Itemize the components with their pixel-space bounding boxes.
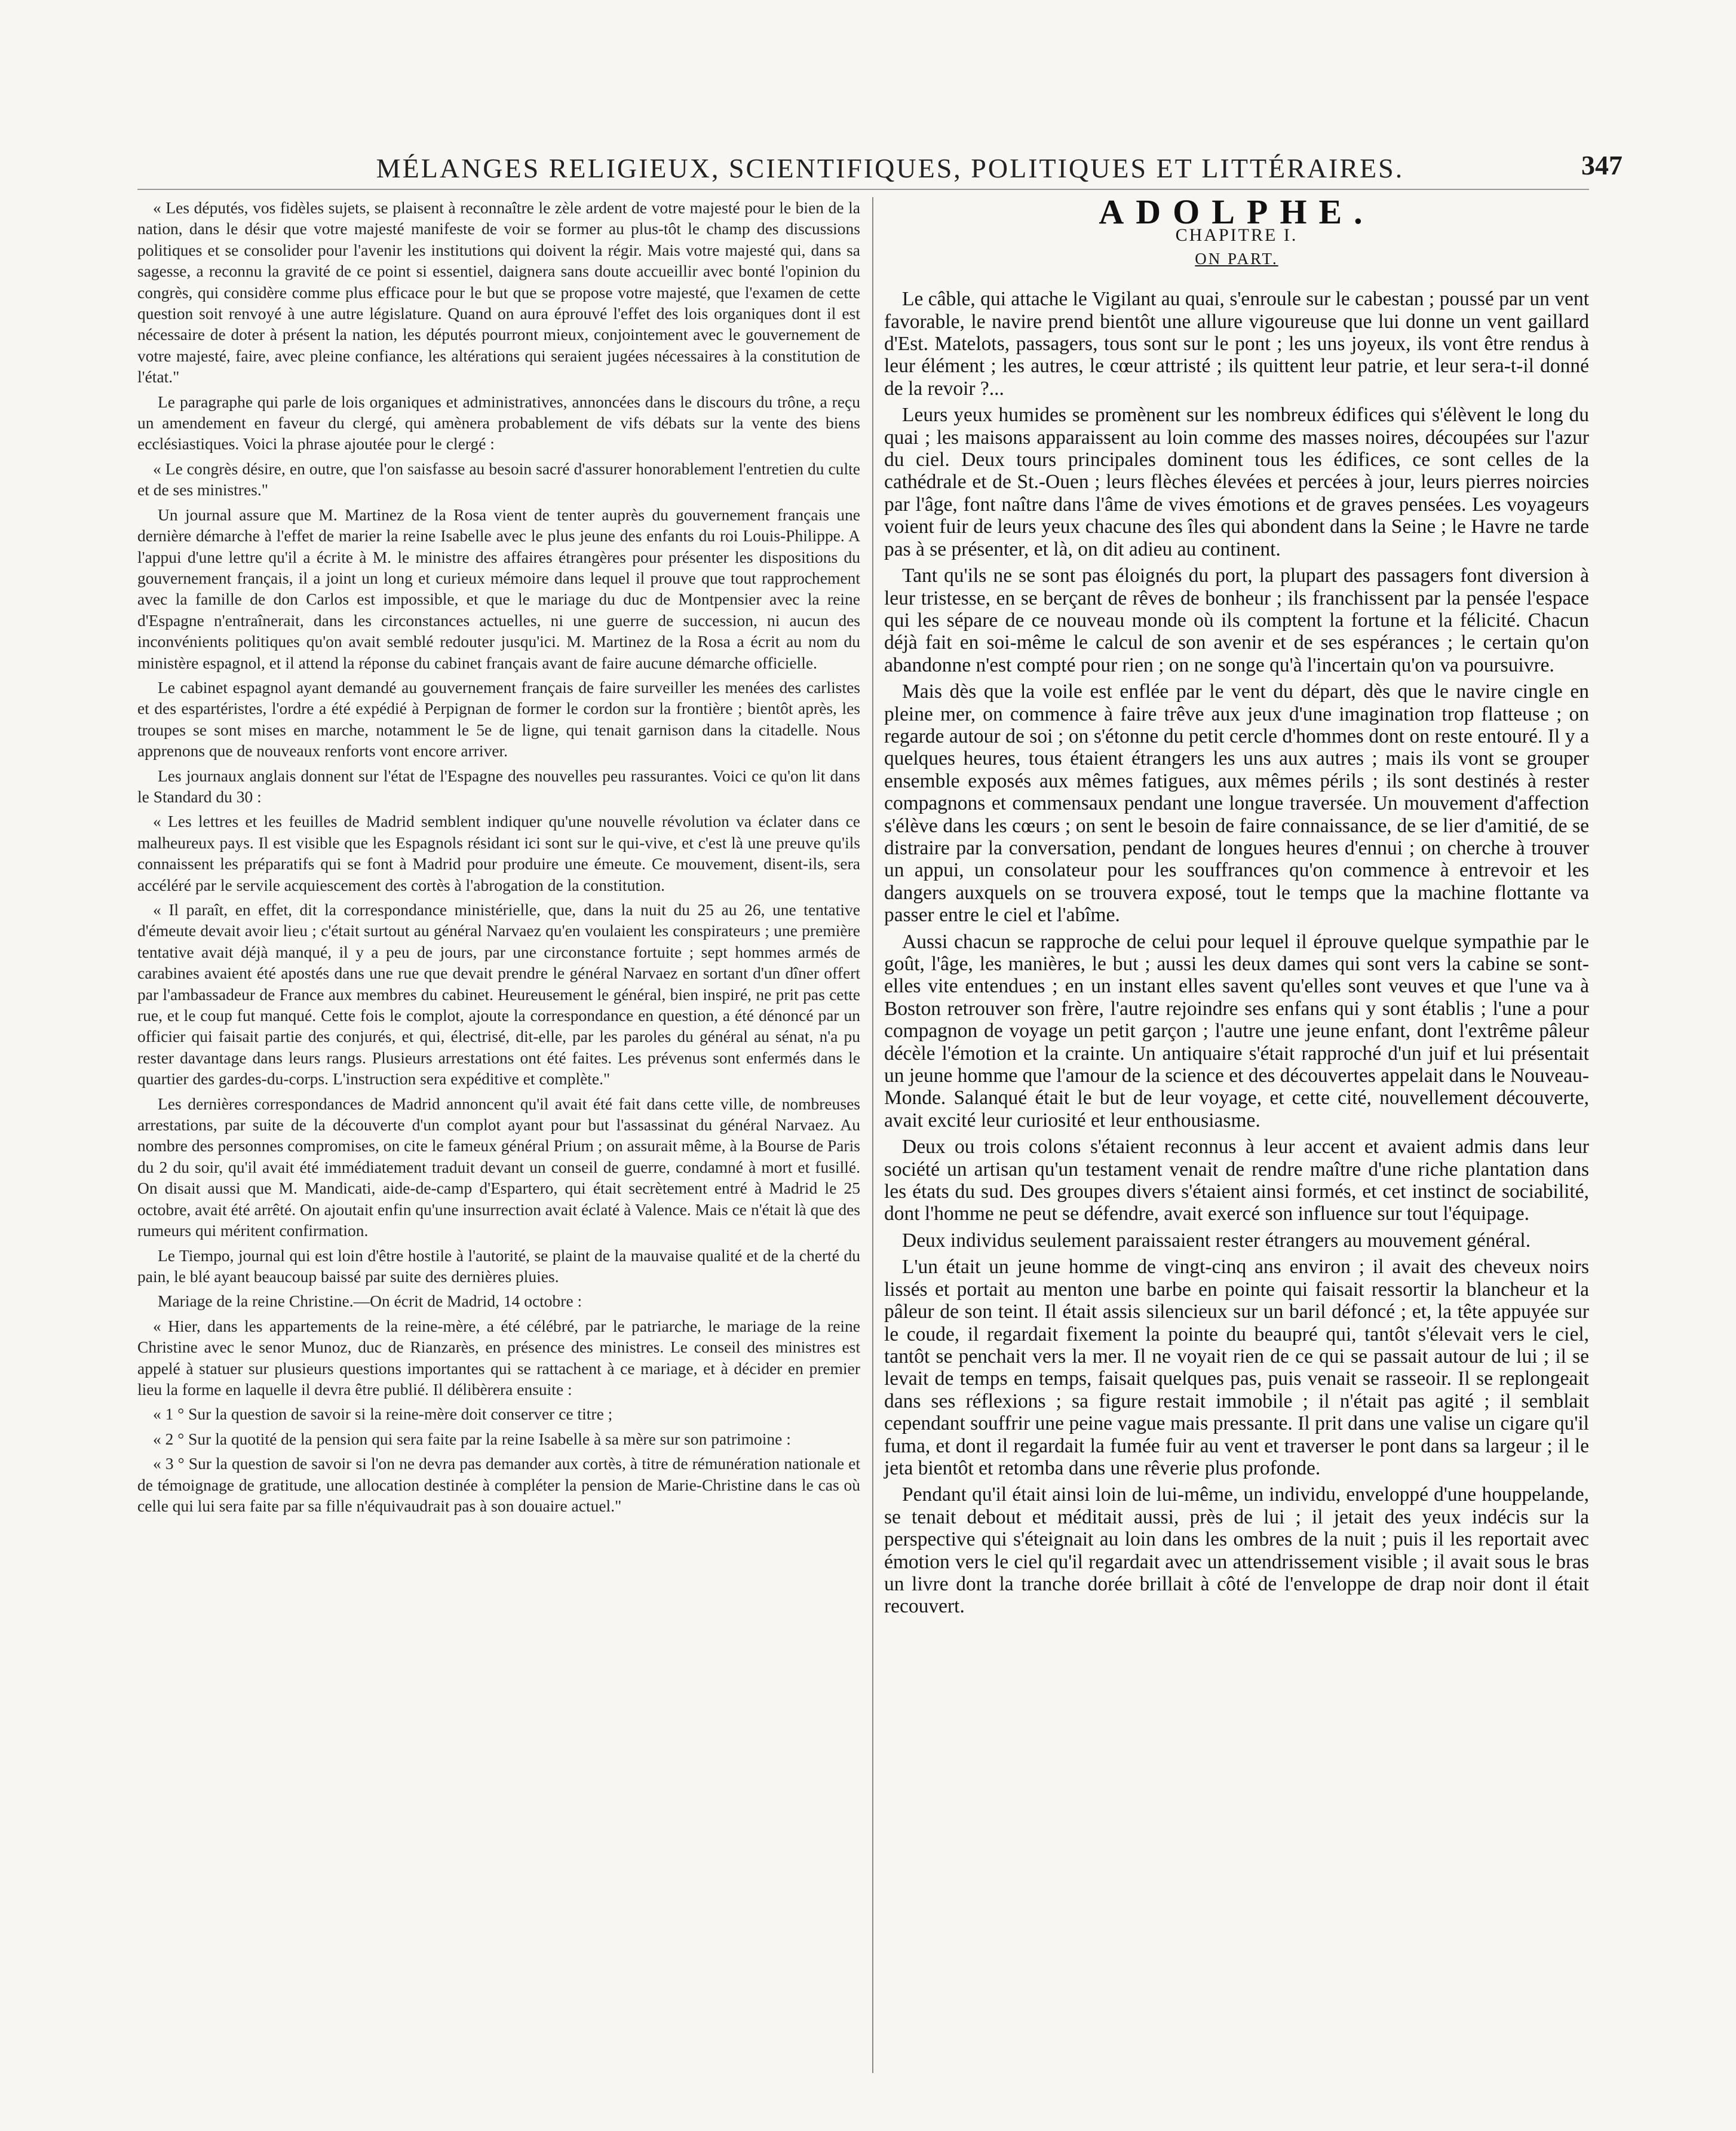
article-paragraph: Mariage de la reine Christine.—On écrit de Madrid, 14 octobre : <box>158 1292 582 1311</box>
chapter-title: ON PART. <box>1195 249 1278 268</box>
story-paragraph: Leurs yeux humides se promènent sur les nombreux édifices qui s'élèvent le long du quai ; les maisons apparaissent au loin comme des masses noires, découpées sur l'azur du ciel. Deux tours principales dominent tous les édifices, ce sont celles de la cathédrale et de St.-Ouen ; leurs flèches élevées et percées à jour, leurs pierres noircies par l'âge, font naître dans l'âme de vives émotions et de graves pensées. Les voyageurs voient fuir de leurs yeux chacune des îles qui abondent dans la Seine ; le Havre ne tarde pas à se présenter, et là, on dit adieu au continent. <box>884 404 1589 560</box>
article-paragraph: Les dernières correspondances de Madrid annoncent qu'il avait été fait dans cette ville, de nombreuses arrestations, par suite de la découverte d'un complot ayant pour but l'assassinat du général Narvaez. Au nombre des personnes compromises, on cite le fameux général Prium ; on assurait même, à la Bourse de Paris du 2 du soir, qu'il avait été immédiatement traduit devant un conseil de guerre, condamné à mort et fusillé. On disait aussi que M. Mandicati, aide-de-camp d'Espartero, qui était secrètement entré à Madrid le 25 octobre, avait été arrêté. On ajoutait enfin qu'une insurrection avait éclaté à Valence. Mais ce n'était là que des rumeurs qui méritent confirmation. <box>137 1094 860 1240</box>
story-paragraph: L'un était un jeune homme de vingt-cinq ans environ ; il avait des cheveux noirs lissés et portait au menton une barbe en pointe qui faisait ressortir la blancheur et la pâleur de son teint. Il était assis silencieux sur un baril défoncé ; et, la tête appuyée sur le coude, il regardait fixement la pointe du beaupré qui, tantôt s'élevait vers le ciel, tantôt se penchait vers la mer. Il ne voyait rien de ce qui se passait autour de lui ; il se levait de temps en temps, faisait quelques pas, puis venait se rasseoir. Il se replongeait dans ses réflexions ; sa figure restait immobile ; il n'était pas agité ; il semblait cependant souffrir une peine vague mais pressante. Il prit dans une valise un cigare qu'il fuma, et dont il regardait la fumée fuir au vent et traverser le pont dans sa largeur ; il le jeta bientôt et retomba dans une rêverie plus profonde. <box>884 1256 1589 1479</box>
running-title: MÉLANGES RELIGIEUX, SCIENTIFIQUES, POLITIQUES ET LITTÉRAIRES. <box>376 153 1404 183</box>
article-paragraph: « 3 ° Sur la question de savoir si l'on ne devra pas demander aux cortès, à titre de rémunération nationale et de témoignage de gratitude, une allocation destinée à compléter la pension de Marie-Christine dans le cas où celle qui lui sera faite par sa fille n'équivaudrait pas à son douaire actuel." <box>137 1454 860 1515</box>
story-paragraph: Deux individus seulement paraissaient rester étrangers au mouvement général. <box>902 1229 1531 1252</box>
article-paragraph: « 1 ° Sur la question de savoir si la reine-mère doit conserver ce titre ; <box>153 1405 613 1424</box>
article-paragraph: « Le congrès désire, en outre, que l'on saisfasse au besoin sacré d'assurer honorablement l'entretien du culte et de ses ministres." <box>137 459 860 499</box>
article-paragraph: Le Tiempo, journal qui est loin d'être hostile à l'autorité, se plaint de la mauvaise qualité et de la cherté du pain, le blé ayant beaucoup baissé par suite des dernières pluies. <box>137 1246 860 1286</box>
story-paragraph: Deux ou trois colons s'étaient reconnus à leur accent et avaient admis dans leur société un artisan qu'un testament venait de rendre maître d'une riche plantation dans les états du sud. Des groupes divers s'étaient ainsi formés, et cet instinct de sociabilité, dont l'homme ne peut se défendre, avait exercé son influence sur tout l'équipage. <box>884 1136 1589 1225</box>
column-divider <box>872 197 873 2073</box>
story-paragraph: Le câble, qui attache le Vigilant au quai, s'enroule sur le cabestan ; poussé par un vent favorable, le navire prend bientôt une allure vigoureuse que lui donne un vent gaillard d'Est. Matelots, passagers, tous sont sur le pont ; les uns joyeux, ils vont être rendus à leur élément ; les autres, le cœur attristé ; ils quittent leur patrie, et leur sera-t-il donné de la revoir ?... <box>884 288 1589 400</box>
story-title: ADOLPHE. <box>1099 192 1375 231</box>
left-column-news <box>137 197 860 1520</box>
article-paragraph: « 2 ° Sur la quotité de la pension qui sera faite par la reine Isabelle à sa mère sur son patrimoine : <box>153 1429 791 1448</box>
header-rule <box>137 189 1589 190</box>
article-paragraph: Le paragraphe qui parle de lois organiques et administratives, annoncées dans le discours du trône, a reçu un amendement en faveur du clergé, qui amènera probablement de vifs débats sur la vente des biens ecclésiastiques. Voici la phrase ajoutée pour le clergé : <box>137 392 860 453</box>
article-paragraph: Un journal assure que M. Martinez de la Rosa vient de tenter auprès du gouvernement français une dernière démarche à l'effet de marier la reine Isabelle avec le plus jeune des enfants du roi Louis-Philippe. A l'appui d'une lettre qu'il a écrite à M. le ministre des affaires étrangères pour présenter les dispositions du gouvernement français, il a joint un long et curieux mémoire dans lequel il prouve que tout rapprochement avec la famille de don Carlos est impossible, et que le mariage du duc de Montpensier avec la reine d'Espagne n'entraînerait, dans les circonstances actuelles, ni une guerre de succession, ni aucun des inconvénients politiques qu'on avait semblé redouter jusqu'ici. M. Martinez de la Rosa a écrit au nom du ministère espagnol, et il attend la réponse du cabinet français avant de faire aucune démarche officielle. <box>137 505 860 672</box>
page-number: 347 <box>1581 150 1622 180</box>
article-paragraph: Les journaux anglais donnent sur l'état de l'Espagne des nouvelles peu rassurantes. Voici ce qu'on lit dans le Standard du 30 : <box>137 766 860 806</box>
article-paragraph: « Hier, dans les appartements de la reine-mère, a été célébré, par le patriarche, le mariage de la reine Christine avec le senor Munoz, duc de Rianzarès, en présence des ministres. Le conseil des ministres est appelé à statuer sur plusieurs questions importantes qui se rattachent à ce mariage, et à décider en premier lieu la forme en laquelle il devra être publié. Il délibèrera ensuite : <box>137 1316 860 1399</box>
story-paragraph: Tant qu'ils ne se sont pas éloignés du port, la plupart des passagers font diversion à leur tristesse, en se berçant de rêves de bonheur ; ils franchissent par la pensée l'espace qui les sépare de ce nouveau monde où ils comptent la fortune et la félicité. Chacun déjà fait en soi-même le calcul de son avenir et de ses espérances ; le certain qu'on abandonne n'est compté pour rien ; on ne songe qu'à l'incertain qu'on va poursuivre. <box>884 565 1589 676</box>
chapter-heading: CHAPITRE I. <box>1175 225 1298 246</box>
story-paragraph: Aussi chacun se rapproche de celui pour lequel il éprouve quelque sympathie par le goût, l'âge, les manières, le but ; aussi les deux dames qui sont vers la cabine se sont-elles vite entendues ; en un instant elles savent qu'elles sont veuves et que l'une va à Boston retrouver son frère, l'autre rejoindre ses enfans qui y sont établis ; l'une a pour compagnon de voyage un petit garçon ; l'autre une jeune enfant, dont l'extrême pâleur décèle l'émotion et la crainte. Un antiquaire s'était rapproché d'un juif et lui présentait un jeune homme que l'amour de la science et des découvertes appelait dans le Nouveau-Monde. Salanqué était le but de leur voyage, et cette cité, nouvellement découverte, avait excité leur curiosité et leur enthousiasme. <box>884 930 1589 1132</box>
story-paragraph: Mais dès que la voile est enflée par le vent du départ, dès que le navire cingle en pleine mer, on commence à faire trêve aux jeux d'une imagination trop flatteuse ; on regarde autour de soi ; on s'étonne du petit cercle d'hommes dont on reste entouré. Il y a quelques heures, tous étaient étrangers les uns aux autres ; mais ils vont se grouper ensemble exposés aux mêmes fatigues, aux mêmes périls ; ils sont destinés à rester compagnons et commensaux pendant une longue traversée. Un mouvement d'affection s'élève dans les cœurs ; on sent le besoin de faire connaissance, de se lier d'amitié, de se distraire par la conversation, pendant de longues heures d'ennui ; on cherche à trouver un appui, un consolateur pour les souffrances qu'on commence à entrevoir et les dangers auxquels on se trouvera exposé, tout le temps que la machine flottante va passer entre le ciel et l'abîme. <box>884 680 1589 927</box>
right-column-story <box>884 192 1589 1622</box>
article-paragraph: « Les lettres et les feuilles de Madrid semblent indiquer qu'une nouvelle révolution va éclater dans ce malheureux pays. Il est visible que les Espagnols résidant ici sont sur le qui-vive, et c'est là une preuve qu'ils connaissent les préparatifs qui se font à Madrid pour produire une émeute. Ce mouvement, disent-ils, sera accéléré par le servile acquiescement des cortès à l'abrogation de la constitution. <box>137 812 860 894</box>
story-paragraph: Pendant qu'il était ainsi loin de lui-même, un individu, enveloppé d'une houppelande, se tenait debout et méditait aussi, près de lui ; il jetait des yeux indécis sur la perspective qui s'éteignait au loin dans les ombres de la nuit ; puis il les reportait avec émotion vers le ciel qu'il regardait avec un attendrissement visible ; il avait sous le bras un livre dont la tranche dorée brillait à côté de l'enveloppe de drap noir dont il était recouvert. <box>884 1483 1589 1618</box>
article-paragraph: « Les députés, vos fidèles sujets, se plaisent à reconnaître le zèle ardent de votre majesté pour le bien de la nation, dans le désir que votre majesté manifeste de voir se former au plus-tôt le champ des discussions politiques et se consolider pour l'avenir les institutions qui doivent la régir. Mais votre majesté qui, dans sa sagesse, a reconnu la gravité de ce point si essentiel, daignera sans doute accueillir avec bonté l'opinion du congrès, qui considère comme plus efficace pour le but que se propose votre majesté, que l'examen de cette question soit renvoyé à une autre législature. Quand on aura éprouvé l'effet des lois organiques dont il est nécessaire de doter à présent la nation, les députés pourront mieux, conjointement avec le gouvernement de votre majesté, faire, avec pleine confiance, les altérations qui seraient jugées nécessaires à la constitution de l'état." <box>137 198 860 387</box>
article-paragraph: Le cabinet espagnol ayant demandé au gouvernement français de faire surveiller les menées des carlistes et des espartéristes, l'ordre a été expédié à Perpignan de former le cordon sur la frontière ; bientôt après, les troupes se sont mises en marche, notamment le 5e de ligne, qui tenait garnison dans la citadelle. Nous apprenons que de nouveaux renforts vont encore arriver. <box>137 677 860 761</box>
article-paragraph: « Il paraît, en effet, dit la correspondance ministérielle, que, dans la nuit du 25 au 26, une tentative d'émeute devait avoir lieu ; c'était surtout au général Narvaez qu'en voulaient les conspirateurs ; une première tentative avait déjà manqué, il y a peu de jours, par une circonstance fortuite ; sept hommes armés de carabines avaient été apostés dans une rue que devait prendre le général Narvaez en sortant d'un dîner offert par l'ambassadeur de France aux membres du cabinet. Heureusement le général, bien inspiré, ne prit pas cette rue, et le coup fut manqué. Cette fois le complot, ajoute la correspondance en question, a été dénoncé par un officier qui faisait partie des conjurés, et qui, électrisé, dit-elle, par les paroles du général au sénat, n'a pu rester davantage dans leurs rangs. Plusieurs arrestations ont été faites. Les prévenus sont enfermés dans le quartier des gardes-du-corps. L'instruction sera expéditive et complète." <box>137 900 860 1089</box>
